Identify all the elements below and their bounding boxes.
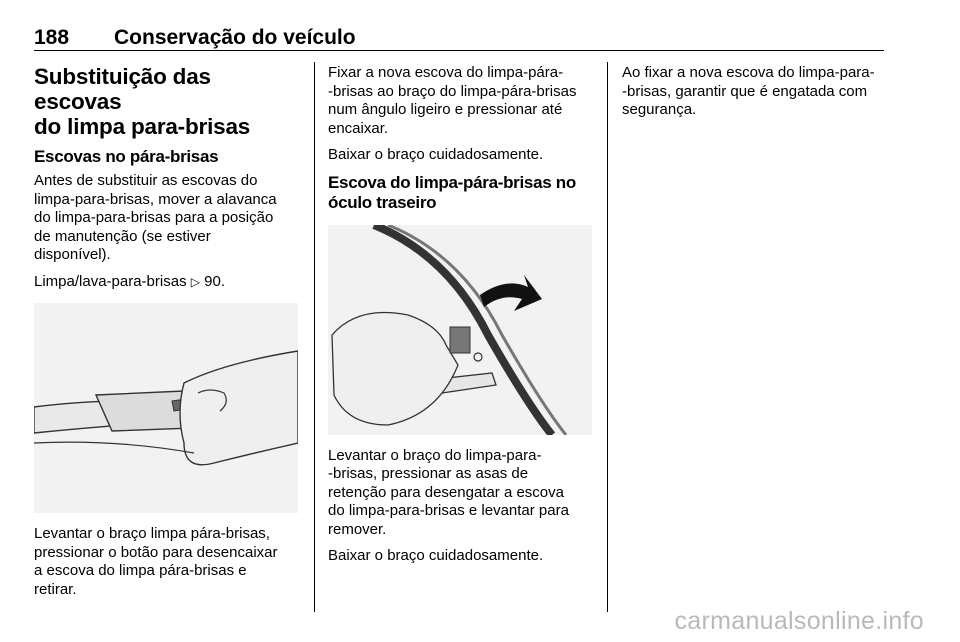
column-divider-2 [607, 62, 608, 612]
hand-shape [332, 312, 458, 425]
retention-clip-shape [450, 327, 470, 353]
text-line: num ângulo ligeiro e pressionar até [328, 101, 563, 118]
page-reference-icon: ▷ [190, 274, 200, 289]
text-line: remover. [328, 520, 387, 538]
text-line: segurança. [622, 101, 697, 118]
watermark: carmanualsonline.info [674, 607, 924, 635]
subsection-title-line: Escova do limpa-pára-brisas no [328, 172, 576, 192]
text-line: Levantar o braço limpa pára-brisas, [34, 525, 270, 542]
column-divider-1 [314, 62, 315, 612]
paragraph [34, 525, 302, 599]
column-1 [34, 64, 302, 607]
paragraph: Baixar o braço cuidadosamente. [328, 547, 544, 564]
text-line: -brisas ao braço do limpa-pára-brisas [328, 82, 577, 100]
text-line: Fixar a nova escova do limpa-pára- [328, 64, 564, 81]
text-line: Ao fixar a nova escova do limpa-para- [622, 64, 875, 81]
text-line: retenção para desengatar a escova [328, 483, 564, 501]
text-line: disponível). [34, 246, 111, 263]
paragraph [34, 172, 302, 265]
text-line: retirar. [34, 580, 77, 598]
column-3 [622, 64, 890, 128]
reference-page: 90. [204, 272, 226, 290]
header-rule [34, 50, 884, 51]
subsection-title [328, 173, 594, 213]
paragraph [328, 64, 594, 138]
section-title [34, 64, 302, 139]
subsection-title-line: óculo traseiro [328, 192, 437, 212]
text-line: -brisas, pressionar as asas de [328, 465, 529, 482]
text-line: de manutenção (se estiver [34, 227, 211, 245]
text-line: Antes de substituir as escovas do [34, 172, 258, 189]
text-line: pressionar o botão para desencaixar [34, 543, 278, 561]
text-line: -brisas, garantir que é engatada com [622, 82, 868, 100]
page-number: 188 [34, 26, 70, 49]
paragraph: Baixar o braço cuidadosamente. [328, 146, 544, 163]
paragraph [622, 64, 890, 120]
chapter-title: Conservação do veículo [114, 26, 356, 49]
paragraph [328, 447, 594, 540]
cross-reference[interactable] [34, 273, 302, 292]
subsection-title: Escovas no pára-brisas [34, 147, 219, 166]
wiper-blade-illustration [34, 303, 298, 513]
hand-shape [180, 351, 298, 465]
text-line: limpa-para-brisas, mover a alavanca [34, 190, 277, 208]
text-line: a escova do limpa pára-brisas e [34, 562, 247, 579]
section-title-line: do limpa para-brisas [34, 114, 251, 139]
text-line: do limpa-para-brisas e levantar para [328, 502, 569, 519]
direction-arrow-icon [480, 275, 542, 311]
reference-text: Limpa/lava-para-brisas [34, 272, 187, 290]
column-2 [328, 64, 594, 574]
rear-wiper-illustration [328, 225, 592, 435]
pivot-shape [474, 353, 482, 361]
text-line: do limpa-para-brisas para a posição [34, 209, 274, 226]
page-header [34, 26, 884, 52]
text-line: encaixar. [328, 119, 389, 137]
arm-underline [34, 442, 194, 453]
text-line: Levantar o braço do limpa-para- [328, 446, 542, 464]
wiper-blade-shape [96, 391, 194, 431]
section-title-line: Substituição das escovas [34, 64, 211, 114]
